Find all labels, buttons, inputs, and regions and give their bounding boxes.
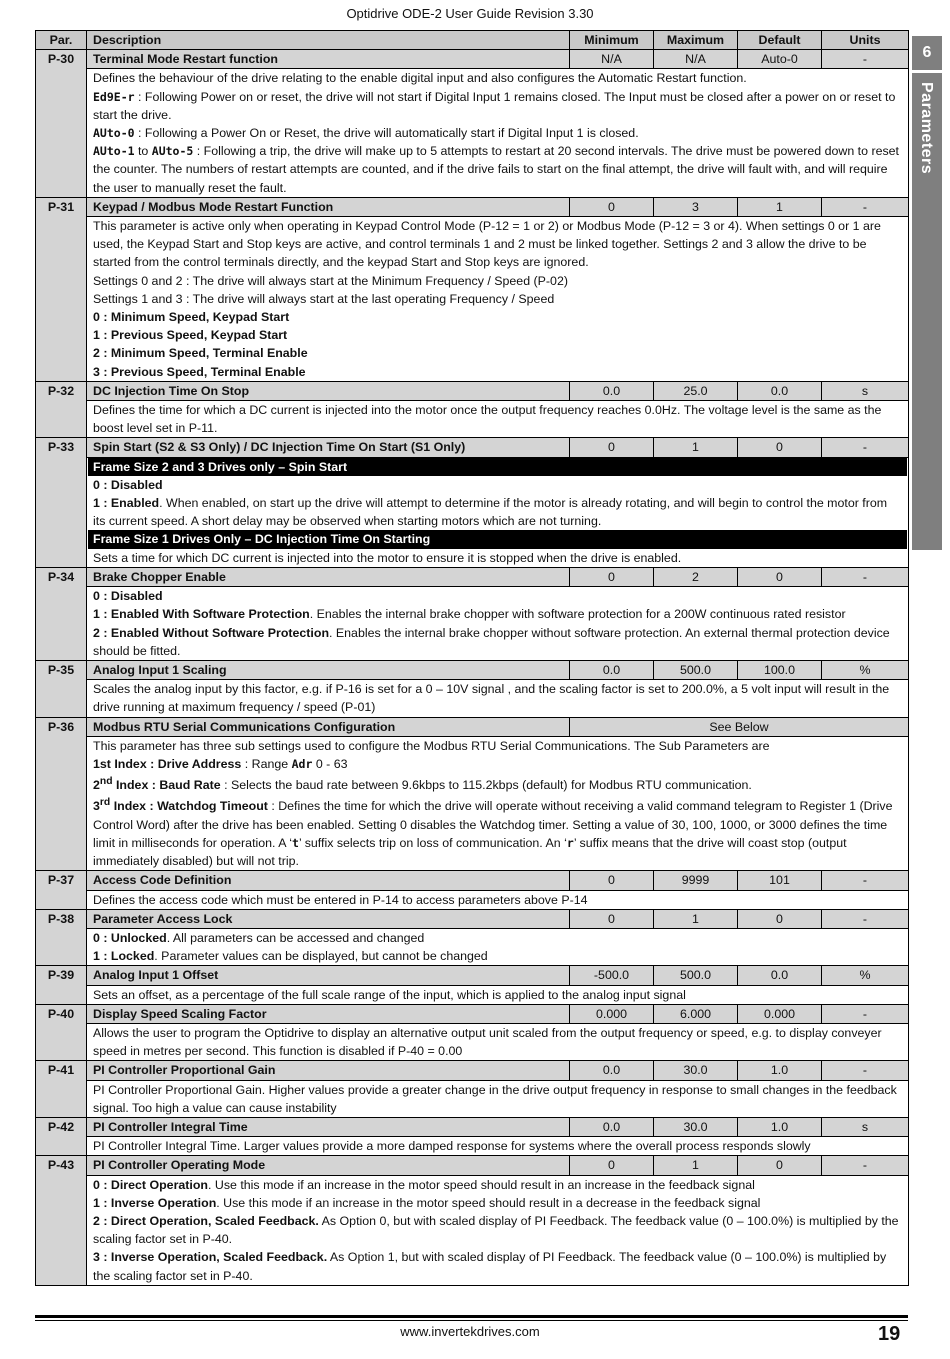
param-description-row <box>36 457 909 567</box>
chapter-label: Parameters <box>918 82 935 175</box>
description-line <box>93 1137 902 1155</box>
param-name: Analog Input 1 Scaling <box>87 660 570 679</box>
text-span: 3 : Inverse Operation, Scaled Feedback. <box>93 1250 328 1265</box>
param-default: 0.0 <box>738 381 822 400</box>
text-span: Scales the analog input by this factor, e.g. if P-16 is set for a 0 – 10V signal , and the scaling factor is set to 200.0%, a 5 volt input will result in the drive running at maximum frequency / speed (P-01) <box>93 682 890 715</box>
param-name: DC Injection Time On Stop <box>87 381 570 400</box>
text-span: . Enables the internal brake chopper without software protection. An external thermal protection device should be fitted. <box>93 625 890 658</box>
param-description-row <box>36 890 909 909</box>
text-span: : Following a trip, the drive will make up to 5 attempts to restart at 20 second intervals. The drive must be powered down to reset the counter. The numbers of restart attempts are counted, and if the drive fails to start on the final attempt, the drive will fault with, and will require the user to manually reset the fault. <box>93 144 900 195</box>
display-code: AUto-1 <box>93 144 135 159</box>
text-span: ’ suffix selects trip on loss of communication. An ‘ <box>298 835 567 850</box>
param-description <box>87 890 909 909</box>
text-span: . Parameter values can be displayed, but cannot be changed <box>154 949 488 964</box>
param-name: PI Controller Integral Time <box>87 1118 570 1137</box>
param-name: Spin Start (S2 & S3 Only) / DC Injection Time On Start (S1 Only) <box>87 438 570 457</box>
param-description <box>87 587 909 661</box>
text-span: As Option 0, but with scaled display of PI Feedback. The feedback value (0 – 100.0%) is multiplied by the scaling factor set in P-40. <box>93 1214 899 1247</box>
text-span: 1 : Inverse Operation <box>93 1195 217 1210</box>
description-line <box>93 1212 902 1248</box>
text-span: : Following Power on or reset, the drive will not start if Digital Input 1 remains closed. The Input must be closed after a power on or reset to start the drive. <box>93 89 896 122</box>
text-span: 2 : Enabled Without Software Protection <box>93 625 330 640</box>
description-line <box>93 947 902 965</box>
description-line <box>93 290 902 308</box>
text-span: to <box>134 144 152 159</box>
col-header-maximum: Maximum <box>654 31 738 50</box>
description-line <box>93 142 902 197</box>
param-id: P-39 <box>36 966 87 1004</box>
param-id: P-31 <box>36 197 87 381</box>
param-units: s <box>822 381 909 400</box>
param-default: 0 <box>738 1156 822 1175</box>
param-description-row <box>36 1024 909 1061</box>
display-code: Ed9E-r <box>93 89 135 104</box>
description-line <box>93 1194 902 1212</box>
document-title: Optidrive ODE-2 User Guide Revision 3.30 <box>346 6 594 21</box>
param-id: P-43 <box>36 1156 87 1285</box>
param-row <box>36 660 909 679</box>
text-span: 0 : Minimum Speed, Keypad Start <box>93 310 290 325</box>
param-description <box>87 929 909 966</box>
col-header-minimum: Minimum <box>570 31 654 50</box>
param-units: - <box>822 909 909 928</box>
text-span: 2 <box>93 778 100 793</box>
description-line <box>93 69 902 87</box>
text-span: . Use this mode if an increase in the motor speed should result in an increase in the feedback signal <box>207 1177 755 1192</box>
param-default: 1.0 <box>738 1061 822 1080</box>
text-span: This parameter has three sub settings used to configure the Modbus RTU Serial Communications. The Sub Parameters are <box>93 738 770 753</box>
param-maximum: 1 <box>654 909 738 928</box>
text-span: Settings 0 and 2 : The drive will always start at the Minimum Frequency / Speed (P-02) <box>93 273 568 288</box>
param-name: Analog Input 1 Offset <box>87 966 570 985</box>
display-code: AUto-0 <box>93 126 135 141</box>
text-span: 0 : Disabled <box>93 477 163 492</box>
param-minimum: 0 <box>570 567 654 586</box>
param-maximum: 2 <box>654 567 738 586</box>
param-name: Access Code Definition <box>87 871 570 890</box>
text-span: PI Controller Integral Time. Larger values provide a more damped response for systems where the overall process responds slowly <box>93 1139 811 1154</box>
param-id: P-35 <box>36 660 87 717</box>
param-description <box>87 736 909 871</box>
param-maximum: 30.0 <box>654 1118 738 1137</box>
param-description <box>87 1024 909 1061</box>
param-maximum: 500.0 <box>654 660 738 679</box>
text-span: 2 : Minimum Speed, Terminal Enable <box>93 346 308 361</box>
description-line <box>93 1248 902 1284</box>
param-maximum: 1 <box>654 438 738 457</box>
col-header-description: Description <box>87 31 570 50</box>
param-description-row <box>36 1137 909 1156</box>
param-minimum: 0 <box>570 909 654 928</box>
param-units: - <box>822 1156 909 1175</box>
param-row <box>36 1004 909 1023</box>
param-minimum: 0 <box>570 197 654 216</box>
param-id: P-36 <box>36 717 87 871</box>
param-description <box>87 1080 909 1117</box>
param-default: 0 <box>738 909 822 928</box>
text-span: This parameter is active only when operating in Keypad Control Mode (P-12 = 1 or 2) or Modbus Mode (P-12 = 3 or 4). When settings 0 or 1 are used, the Keypad Start and Stop keys are active, and control terminals 1 and 2 must be linked together. Settings 2 and 3 allow the drive to be started from the control terminals directly, and the keypad Start and Stop keys are ignored. <box>93 219 881 270</box>
section-banner: Frame Size 2 and 3 Drives only – Spin Start <box>88 458 907 476</box>
param-description-row <box>36 1080 909 1117</box>
footer-rule-thin <box>35 1320 908 1321</box>
text-span: rd <box>99 797 111 809</box>
text-span: Defines the time for which a DC current is injected into the motor once the output frequency reaches 0.0Hz. The voltage level is the same as the boost level set in P-11. <box>93 403 882 436</box>
param-row <box>36 438 909 457</box>
description-line <box>93 1024 902 1060</box>
text-span: 1 : Enabled With Software Protection <box>93 607 310 622</box>
description-line <box>93 773 902 794</box>
param-row <box>36 966 909 985</box>
section-banner: Frame Size 1 Drives Only – DC Injection Time On Starting <box>88 530 907 548</box>
description-line <box>93 494 902 530</box>
description-line <box>93 986 902 1004</box>
param-minimum: 0.0 <box>570 1118 654 1137</box>
text-span: 3 <box>93 799 100 814</box>
param-id: P-34 <box>36 567 87 660</box>
description-line <box>93 363 902 381</box>
param-description-row <box>36 929 909 966</box>
text-span: ’ suffix means that the drive will coast stop (output immediately disabled) but will not trip. <box>93 835 847 869</box>
col-header-default: Default <box>738 31 822 50</box>
text-span: . Enables the internal brake chopper with software protection for a 200W continuous rated resistor <box>309 607 846 622</box>
text-span: 0 : Direct Operation <box>93 1177 208 1192</box>
param-units: - <box>822 567 909 586</box>
param-name: PI Controller Operating Mode <box>87 1156 570 1175</box>
param-range-note: See Below <box>570 717 909 736</box>
param-minimum: -500.0 <box>570 966 654 985</box>
text-span: Index : Baud Rate <box>112 778 221 793</box>
text-span: Defines the access code which must be entered in P-14 to access parameters above P-14 <box>93 892 588 907</box>
param-maximum: 3 <box>654 197 738 216</box>
text-span: 1st Index : Drive Address <box>93 756 242 771</box>
text-span: As Option 1, but with scaled display of PI Feedback. The feedback value (0 – 100.0%) is multiplied by the scaling factor set in P-40. <box>93 1250 887 1283</box>
description-line <box>93 891 902 909</box>
description-line <box>93 929 902 947</box>
text-span: 1 : Enabled <box>93 496 160 511</box>
text-span: 3 : Previous Speed, Terminal Enable <box>93 364 306 379</box>
param-id: P-38 <box>36 909 87 966</box>
footer-rule-thick <box>35 1315 908 1318</box>
text-span: 1 : Previous Speed, Keypad Start <box>93 328 288 343</box>
description-line <box>93 476 902 494</box>
param-description <box>87 985 909 1004</box>
param-name: Parameter Access Lock <box>87 909 570 928</box>
param-id: P-32 <box>36 381 87 438</box>
param-name: Brake Chopper Enable <box>87 567 570 586</box>
param-maximum: N/A <box>654 50 738 69</box>
param-name: Display Speed Scaling Factor <box>87 1004 570 1023</box>
param-row <box>36 909 909 928</box>
description-line <box>93 401 902 437</box>
param-maximum: 1 <box>654 1156 738 1175</box>
footer-url: www.invertekdrives.com <box>400 1324 540 1339</box>
param-name: Keypad / Modbus Mode Restart Function <box>87 197 570 216</box>
param-description-row <box>36 587 909 661</box>
text-span: 0 - 63 <box>312 756 348 771</box>
col-header-units: Units <box>822 31 909 50</box>
param-row <box>36 567 909 586</box>
param-row <box>36 717 909 736</box>
param-units: % <box>822 660 909 679</box>
param-id: P-42 <box>36 1118 87 1156</box>
param-name: PI Controller Proportional Gain <box>87 1061 570 1080</box>
description-line <box>93 308 902 326</box>
param-row <box>36 1118 909 1137</box>
display-code: AUto-5 <box>151 144 194 159</box>
description-line <box>93 326 902 344</box>
col-header-par: Par. <box>36 31 87 50</box>
param-description-row <box>36 401 909 438</box>
parameter-table <box>35 30 909 1286</box>
text-span: : Range <box>241 756 292 771</box>
param-description-row <box>36 985 909 1004</box>
param-description-row <box>36 69 909 197</box>
param-default: 101 <box>738 871 822 890</box>
param-row <box>36 50 909 69</box>
chapter-side-tab <box>912 36 942 550</box>
text-span: . Use this mode if an increase in the motor speed should result in a decrease in the feedback signal <box>216 1195 761 1210</box>
param-default: 1 <box>738 197 822 216</box>
param-row <box>36 1156 909 1175</box>
param-default: 0 <box>738 438 822 457</box>
text-span: Sets a time for which DC current is injected into the motor to ensure it is stopped when the drive is enabled. <box>93 550 682 565</box>
param-minimum: 0.000 <box>570 1004 654 1023</box>
description-line <box>93 624 902 660</box>
param-minimum: 0 <box>570 438 654 457</box>
param-row <box>36 197 909 216</box>
description-line <box>93 794 902 870</box>
param-units: - <box>822 438 909 457</box>
param-description-row <box>36 736 909 871</box>
chapter-number: 6 <box>912 36 942 73</box>
text-span: 0 : Unlocked <box>93 931 167 945</box>
param-units: - <box>822 1004 909 1023</box>
description-line <box>93 605 902 623</box>
text-span: Settings 1 and 3 : The drive will always start at the last operating Frequency / Speed <box>93 291 555 306</box>
display-code: r <box>566 835 574 850</box>
param-id: P-37 <box>36 871 87 909</box>
param-default: 1.0 <box>738 1118 822 1137</box>
text-span: 1 : Locked <box>93 949 155 964</box>
description-line <box>93 755 902 773</box>
page-number: 19 <box>878 1323 901 1345</box>
param-maximum: 500.0 <box>654 966 738 985</box>
param-description <box>87 217 909 382</box>
param-description-row <box>36 217 909 382</box>
param-description <box>87 1137 909 1156</box>
param-description <box>87 457 909 567</box>
text-span: nd <box>99 776 113 788</box>
text-span: Index : Watchdog Timeout <box>110 799 268 814</box>
description-line <box>93 344 902 362</box>
param-default: 0 <box>738 567 822 586</box>
param-name: Modbus RTU Serial Communications Configuration <box>87 717 570 736</box>
param-name: Terminal Mode Restart function <box>87 50 570 69</box>
param-maximum: 6.000 <box>654 1004 738 1023</box>
parameter-table-body <box>36 50 909 1286</box>
description-line <box>93 587 902 605</box>
param-row <box>36 381 909 400</box>
param-description <box>87 1175 909 1285</box>
param-minimum: 0.0 <box>570 381 654 400</box>
param-minimum: 0 <box>570 871 654 890</box>
param-minimum: 0 <box>570 1156 654 1175</box>
param-description-row <box>36 680 909 717</box>
table-header-row <box>36 31 909 50</box>
param-id: P-33 <box>36 438 87 567</box>
param-row <box>36 1061 909 1080</box>
description-line <box>93 549 902 567</box>
param-units: - <box>822 197 909 216</box>
param-units: - <box>822 871 909 890</box>
description-line <box>93 737 902 755</box>
param-default: Auto-0 <box>738 50 822 69</box>
display-code: t <box>292 835 299 850</box>
text-span: Defines the behaviour of the drive relating to the enable digital input and also configures the Automatic Restart function. <box>93 71 747 86</box>
text-span: 0 : Disabled <box>93 589 163 604</box>
text-span: . All parameters can be accessed and changed <box>166 931 425 945</box>
param-id: P-30 <box>36 50 87 198</box>
display-code: Adr <box>291 756 313 771</box>
description-line <box>93 88 902 124</box>
description-line <box>93 680 902 716</box>
text-span: 2 : Direct Operation, Scaled Feedback. <box>93 1214 319 1229</box>
param-description-row <box>36 1175 909 1285</box>
param-default: 0.0 <box>738 966 822 985</box>
param-id: P-40 <box>36 1004 87 1061</box>
param-units: - <box>822 50 909 69</box>
param-units: - <box>822 1061 909 1080</box>
param-default: 0.000 <box>738 1004 822 1023</box>
description-line <box>93 217 902 272</box>
text-span: PI Controller Proportional Gain. Higher values provide a greater change in the drive output frequency in response to small changes in the feedback signal. Too high a value can cause instability <box>93 1082 897 1115</box>
param-description <box>87 401 909 438</box>
param-description <box>87 680 909 717</box>
param-units: % <box>822 966 909 985</box>
text-span: Sets an offset, as a percentage of the full scale range of the input, which is applied to the analog input signal <box>93 987 686 1002</box>
param-maximum: 25.0 <box>654 381 738 400</box>
text-span: . When enabled, on start up the drive will attempt to determine if the motor is already rotating, and will begin to control the motor from its current speed. A short delay may be observed when starting motors which are not turning. <box>93 496 888 529</box>
param-description <box>87 69 909 197</box>
description-line <box>93 1081 902 1117</box>
description-line <box>93 272 902 290</box>
text-span: : Following a Power On or Reset, the drive will automatically start if Digital Input 1 is closed. <box>134 126 639 141</box>
text-span: Allows the user to program the Optidrive to display an alternative output unit scaled from the output frequency or speed, e.g. to display conveyer speed in metres per second. This function is disabled if P-40 = 0.00 <box>93 1026 882 1059</box>
description-line <box>93 1176 902 1194</box>
param-minimum: 0.0 <box>570 1061 654 1080</box>
param-maximum: 9999 <box>654 871 738 890</box>
text-span: : Defines the time for which the drive will operate without receiving a valid command telegram to Register 1 (Drive Control Word) after the drive has been enabled. Setting 0 disables the Watchdog timer. Setting a value of 30, 100, 1000, or 3000 defines the time limit in milliseconds for operation. A ‘ <box>93 799 893 850</box>
param-maximum: 30.0 <box>654 1061 738 1080</box>
param-minimum: N/A <box>570 50 654 69</box>
param-default: 100.0 <box>738 660 822 679</box>
param-row <box>36 871 909 890</box>
param-id: P-41 <box>36 1061 87 1118</box>
param-units: s <box>822 1118 909 1137</box>
description-line <box>93 124 902 142</box>
text-span: : Selects the baud rate between 9.6kbps to 115.2kbps (default) for Modbus RTU communication. <box>220 778 752 793</box>
param-minimum: 0.0 <box>570 660 654 679</box>
